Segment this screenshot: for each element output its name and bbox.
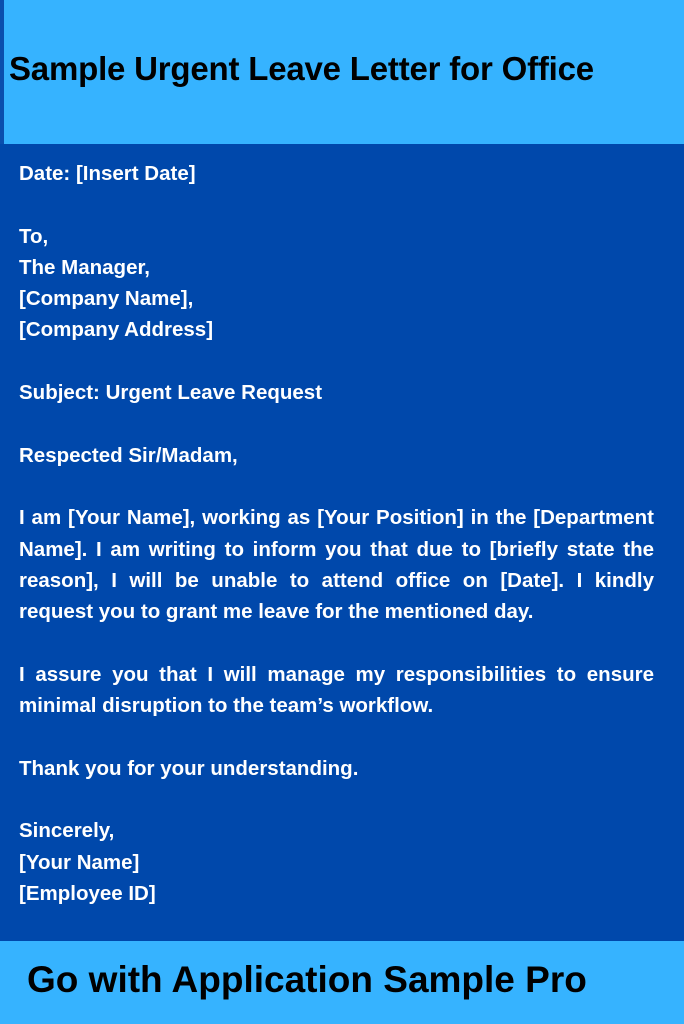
header-banner [0, 0, 684, 144]
recipient-line: The Manager, [19, 255, 151, 279]
recipient-block [19, 221, 654, 346]
body-paragraph: I am [Your Name], working as [Your Position] in the [Department Name]. I am writing to inform you that due to [briefly state the reason], I will be unable to attend office on [Date]. I kindly request you to grant me leave for the mentioned day. [19, 506, 654, 624]
signature-line: [Your Name] [19, 850, 140, 874]
recipient-line: To, [19, 224, 49, 248]
signature-block [19, 815, 654, 909]
letter-body [19, 158, 654, 909]
letter-date: Date: [Insert Date] [19, 162, 196, 185]
footer-banner [0, 941, 684, 1024]
signature-line: [Employee ID] [19, 881, 156, 905]
recipient-line: [Company Name], [19, 287, 194, 311]
page-title: Sample Urgent Leave Letter for Office [9, 50, 594, 87]
letter-thanks: Thank you for your understanding. [19, 756, 359, 780]
recipient-line: [Company Address] [19, 318, 214, 342]
body-paragraph: I assure you that I will manage my responsibilities to ensure minimal disruption to the team’s workflow. [19, 662, 654, 718]
letter-salutation: Respected Sir/Madam, [19, 443, 238, 467]
closing-line: Sincerely, [19, 819, 115, 843]
footer-text: Go with Application Sample Pro [27, 959, 587, 1000]
letter-subject: Subject: Urgent Leave Request [19, 381, 323, 405]
